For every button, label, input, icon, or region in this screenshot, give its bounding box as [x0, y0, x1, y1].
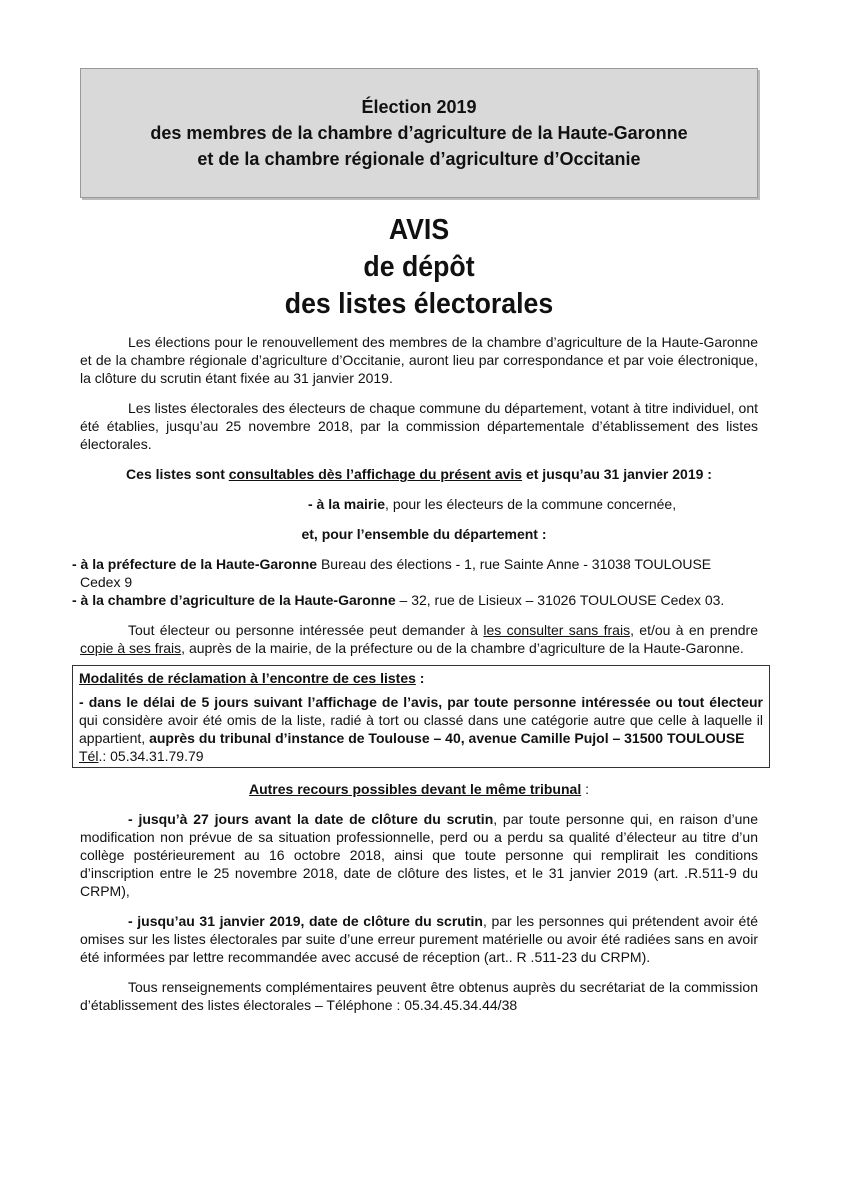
- mairie-rest: , pour les électeurs de la commune concernée,: [385, 496, 677, 512]
- notice-title-line-1: AVIS: [388, 214, 450, 246]
- document-page: [72, 68, 763, 1014]
- recours-title: [80, 780, 758, 798]
- chambre-rest: – 32, rue de Lisieux – 31026 TOULOUSE Cedex 03.: [395, 592, 725, 608]
- consult-post: et jusqu’au 31 janvier 2019 :: [522, 466, 712, 482]
- recours-title-text: Autres recours possibles devant le même tribunal: [248, 781, 582, 797]
- chambre-bold: - à la chambre d’agriculture de la Haute-Garonne: [72, 592, 396, 608]
- request-underlined-2: copie à ses frais: [80, 640, 182, 656]
- request-pre: Tout électeur ou personne intéressée peut demander à: [128, 622, 484, 638]
- consult-underlined: consultables dès l’affichage du présent avis: [228, 466, 523, 482]
- header-line-3: et de la chambre régionale d’agriculture d’Occitanie: [197, 149, 641, 169]
- prefecture-bold: - à la préfecture de la Haute-Garonne: [72, 556, 318, 572]
- footer-paragraph: Tous renseignements complémentaires peuvent être obtenus auprès du secrétariat de la commission d’établissement des listes électorales – Téléphone : 05.34.45.34.44/38: [80, 979, 758, 1013]
- reclamation-bold-2: auprès du tribunal d’instance de Toulouse – 40, avenue Camille Pujol – 31500 TOULOUSE: [149, 730, 745, 746]
- intro-paragraph-2: Les listes électorales des électeurs de chaque commune du département, votant à titre individuel, ont été établies, jusqu’au 25 novembre 2018, par la commission départementale d’établissement des listes électorales.: [80, 400, 758, 452]
- prefecture-line: [72, 555, 740, 591]
- reclamation-phone: [79, 747, 763, 765]
- request-post: , auprès de la mairie, de la préfecture ou de la chambre d’agriculture de la Haute-Garonne.: [181, 640, 744, 656]
- chambre-line: [72, 591, 758, 609]
- mairie-bold: - à la mairie: [308, 496, 386, 512]
- reclamation-text: [79, 693, 763, 747]
- recours-p2-rest: , par les personnes qui prétendent avoir été omises sur les listes électorales par suite d’une erreur purement matérielle ou avoir été radiées sans en avoir été informées par lettre recommandée avec accusé de réception (art.. R .511-23 du CRPM).: [80, 913, 758, 965]
- consult-pre: Ces listes sont: [126, 466, 229, 482]
- consult-heading: [80, 465, 758, 483]
- intro-paragraph-1: Les élections pour le renouvellement des membres de la chambre d’agriculture de la Haute-Garonne et de la chambre régionale d’agriculture d’Occitanie, auront lieu par correspondance et par voie électronique, la clôture du scrutin étant fixée au 31 janvier 2019.: [80, 334, 758, 386]
- recours-title-suffix: :: [581, 781, 589, 797]
- request-underlined-1: les consulter sans frais: [483, 622, 631, 638]
- reclamation-title-text: Modalités de réclamation à l’encontre de ces listes: [79, 670, 416, 686]
- ensemble-line: et, pour l’ensemble du département :: [301, 526, 547, 542]
- mairie-line: [80, 495, 758, 513]
- header-box: [80, 68, 758, 198]
- recours-p2-bold: - jusqu’au 31 janvier 2019, date de clôture du scrutin: [128, 913, 483, 929]
- reclamation-box: [72, 665, 770, 768]
- recours-paragraph-2: [80, 912, 758, 966]
- reclamation-title: [79, 669, 763, 687]
- request-mid: , et/ou à en prendre: [630, 622, 758, 638]
- reclamation-title-suffix: :: [415, 670, 425, 686]
- recours-p1-rest: , par toute personne qui, en raison d’une modification non prévue de sa situation professionnelle, perd ou a perdu sa qualité d’électeur au titre d’un collège postérieurement au 16 octobre 2018, ainsi que toute personne qui remplirait les conditions d’inscription entre le 25 novembre 2018, date de clôture des listes, et le 31 janvier 2019 (art. .R.511-9 du CRPM),: [80, 811, 758, 899]
- reclamation-tel-value: .: 05.34.31.79.79: [98, 748, 204, 764]
- notice-title-line-3: des listes électorales: [284, 288, 554, 320]
- header-line-2: des membres de la chambre d’agriculture de la Haute-Garonne: [150, 123, 688, 143]
- reclamation-bold-1: - dans le délai de 5 jours suivant l’affichage de l’avis, par toute personne intéressée ou tout électeur: [79, 694, 763, 710]
- reclamation-tel-label: Tél: [79, 748, 99, 764]
- prefecture-rest: Bureau des élections - 1, rue Sainte Anne - 31038 TOULOUSE Cedex 9: [80, 556, 712, 590]
- notice-title-line-2: de dépôt: [363, 251, 475, 283]
- header-line-1: Élection 2019: [361, 97, 477, 117]
- request-paragraph: [80, 621, 758, 657]
- reclamation-text-1: qui considère avoir été omis de la liste, radié à tort ou classé dans une catégorie autre que celle à laquelle il appartient,: [79, 712, 763, 746]
- notice-title: [107, 212, 731, 323]
- recours-paragraph-1: [80, 810, 758, 900]
- recours-p1-bold: - jusqu’à 27 jours avant la date de clôture du scrutin: [128, 811, 494, 827]
